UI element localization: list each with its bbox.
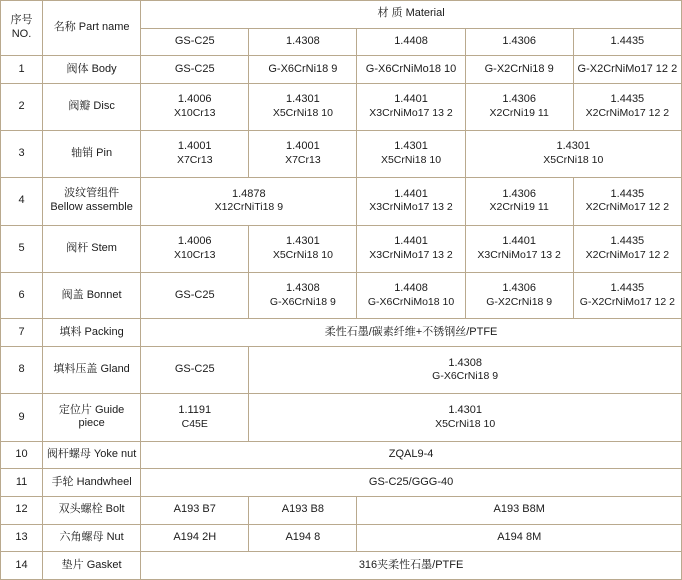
material-cell-line1: 1.1191 <box>178 403 212 416</box>
material-cell-line2: X3CrNiMo17 13 2 <box>477 248 561 261</box>
table-row <box>1 272 682 319</box>
table-row <box>1 130 682 177</box>
table-row <box>1 319 682 347</box>
material-cell-line1: 1.4408 <box>394 282 428 295</box>
row-number: 12 <box>1 497 43 525</box>
material-cell <box>357 177 465 225</box>
material-cell <box>465 83 573 130</box>
header-material-column: 1.4435 <box>573 28 681 56</box>
material-cell-line2: G-X6CrNiMo18 10 <box>367 295 455 308</box>
row-number: 14 <box>1 552 43 580</box>
material-cell-line1: 1.4435 <box>610 282 645 295</box>
row-number: 13 <box>1 524 43 552</box>
row-part-name-line1: 波纹管组件 <box>64 187 120 200</box>
material-cell-line2: X3CrNiMo17 13 2 <box>369 201 453 214</box>
material-cell-line1: 1.4006 <box>177 235 212 248</box>
material-cell-line1: 1.4878 <box>231 187 266 200</box>
material-cell: A194 8M <box>357 524 682 552</box>
material-cell-line2: G-X2CrNi18 9 <box>486 295 553 308</box>
material-cell <box>357 130 465 177</box>
row-part-name: 阀瓣 Disc <box>43 83 141 130</box>
row-part-name: 轴销 Pin <box>43 130 141 177</box>
material-cell <box>465 225 573 272</box>
row-part-name: 阀杆 Stem <box>43 225 141 272</box>
row-number: 1 <box>1 56 43 84</box>
header-material-column: 1.4308 <box>249 28 357 56</box>
material-cell-line1: 1.4306 <box>502 282 536 295</box>
material-cell-line2: X5CrNi18 10 <box>380 154 442 167</box>
material-cell <box>573 272 681 319</box>
table-row <box>1 524 682 552</box>
table-header-row-1 <box>1 1 682 29</box>
material-cell-line1: 1.4006 <box>177 93 212 106</box>
material-cell <box>465 130 681 177</box>
row-part-name: 填料压盖 Gland <box>43 347 141 394</box>
material-cell-line2: G-X2CrNiMo17 12 2 <box>579 295 675 308</box>
material-cell <box>249 83 357 130</box>
material-cell: A193 B7 <box>141 497 249 525</box>
table-row <box>1 225 682 272</box>
material-cell: GS-C25/GGG-40 <box>141 469 682 497</box>
row-number: 4 <box>1 177 43 225</box>
material-cell-line1: 1.4001 <box>286 140 320 153</box>
material-cell-line1: 1.4306 <box>502 187 536 200</box>
material-cell-line2: X5CrNi18 10 <box>272 248 333 261</box>
table-row <box>1 393 682 441</box>
material-cell-line2: X12CrNiTi18 9 <box>214 201 284 214</box>
material-cell-line2: X2CrNi19 11 <box>489 201 549 214</box>
material-cell: GS-C25 <box>141 56 249 84</box>
material-cell-line2: X7Cr13 <box>285 154 321 167</box>
material-cell-line2: X5CrNi18 10 <box>543 154 604 167</box>
header-material-column: 1.4306 <box>465 28 573 56</box>
header-material: 材 质 Material <box>141 1 682 29</box>
material-cell: A194 8 <box>249 524 357 552</box>
material-cell-line2: X2CrNiMo17 12 2 <box>585 248 670 261</box>
material-cell-line2: X7Cr13 <box>176 154 213 167</box>
material-cell <box>573 83 681 130</box>
material-cell-line2: X10Cr13 <box>174 107 216 120</box>
material-cell-line1: 1.4301 <box>556 140 591 153</box>
material-cell-line2: G-X6CrNi18 9 <box>432 370 499 383</box>
table-row <box>1 56 682 84</box>
row-part-name: 阀杆螺母 Yoke nut <box>43 441 141 469</box>
material-cell: G-X6CrNi18 9 <box>249 56 357 84</box>
material-cell: G-X2CrNiMo17 12 2 <box>573 56 681 84</box>
material-cell-line2: X10Cr13 <box>174 248 216 261</box>
material-cell-line2: X2CrNiMo17 12 2 <box>585 201 670 214</box>
material-cell-line1: 1.4401 <box>394 93 428 106</box>
row-part-name: 阀盖 Bonnet <box>43 272 141 319</box>
material-cell-line1: 1.4401 <box>394 235 428 248</box>
material-cell: A193 B8M <box>357 497 682 525</box>
material-cell <box>249 347 682 394</box>
material-cell-line1: 1.4301 <box>394 140 428 153</box>
material-cell-line1: 1.4308 <box>448 356 482 369</box>
material-cell <box>249 393 682 441</box>
header-no: 序号NO. <box>1 1 43 56</box>
material-cell <box>465 177 573 225</box>
row-number: 6 <box>1 272 43 319</box>
material-cell-line2: X3CrNiMo17 13 2 <box>369 107 453 120</box>
row-number: 8 <box>1 347 43 394</box>
header-material-column: 1.4408 <box>357 28 465 56</box>
material-cell-line1: 1.4301 <box>448 403 482 416</box>
material-cell <box>573 225 681 272</box>
material-cell: GS-C25 <box>141 347 249 394</box>
material-cell-line2: X5CrNi18 10 <box>272 107 333 120</box>
material-cell <box>141 130 249 177</box>
table-row <box>1 83 682 130</box>
material-cell-line1: 1.4308 <box>286 282 320 295</box>
table-row <box>1 552 682 580</box>
material-cell-line1: 1.4306 <box>502 93 536 106</box>
material-cell <box>141 83 249 130</box>
material-cell <box>357 272 465 319</box>
material-cell: 316夹柔性石墨/PTFE <box>141 552 682 580</box>
material-cell: GS-C25 <box>141 272 249 319</box>
row-part-name: 填料 Packing <box>43 319 141 347</box>
material-cell-line2: C45E <box>181 417 208 430</box>
material-cell <box>141 177 357 225</box>
material-cell <box>357 83 465 130</box>
material-cell: G-X6CrNiMo18 10 <box>357 56 465 84</box>
material-cell: 柔性石墨/碳素纤维+不锈钢丝/PTFE <box>141 319 682 347</box>
table-row <box>1 497 682 525</box>
row-number: 7 <box>1 319 43 347</box>
material-cell-line1: 1.4435 <box>610 93 645 106</box>
material-cell: A194 2H <box>141 524 249 552</box>
table-row <box>1 177 682 225</box>
material-cell <box>249 272 357 319</box>
row-part-name: 垫片 Gasket <box>43 552 141 580</box>
row-number: 10 <box>1 441 43 469</box>
row-part-name <box>43 177 141 225</box>
material-cell: ZQAL9-4 <box>141 441 682 469</box>
header-material-column: GS-C25 <box>141 28 249 56</box>
material-cell-line1: 1.4435 <box>610 187 645 200</box>
material-cell-line2: G-X6CrNi18 9 <box>269 295 336 308</box>
material-cell-line1: 1.4401 <box>394 187 428 200</box>
material-cell-line2: X3CrNiMo17 13 2 <box>369 248 453 261</box>
material-cell: G-X2CrNi18 9 <box>465 56 573 84</box>
material-cell-line1: 1.4301 <box>286 93 320 106</box>
row-part-name: 阀体 Body <box>43 56 141 84</box>
material-cell <box>141 393 249 441</box>
material-cell-line1: 1.4301 <box>286 235 320 248</box>
material-cell-line2: X5CrNi18 10 <box>435 417 496 430</box>
table-row <box>1 441 682 469</box>
row-part-name-line2: Bellow assemble <box>50 201 133 214</box>
header-part-name: 名称 Part name <box>43 1 141 56</box>
material-cell <box>573 177 681 225</box>
row-number: 11 <box>1 469 43 497</box>
row-number: 9 <box>1 393 43 441</box>
material-cell-line1: 1.4401 <box>502 235 536 248</box>
material-cell <box>357 225 465 272</box>
row-part-name: 定位片 Guide piece <box>43 393 141 441</box>
row-number: 2 <box>1 83 43 130</box>
material-cell: A193 B8 <box>249 497 357 525</box>
row-number: 5 <box>1 225 43 272</box>
material-cell <box>141 225 249 272</box>
material-cell-line2: X2CrNi19 11 <box>489 107 549 120</box>
material-cell <box>465 272 573 319</box>
material-cell-line1: 1.4435 <box>610 235 645 248</box>
table-row <box>1 347 682 394</box>
row-part-name: 双头螺栓 Bolt <box>43 497 141 525</box>
material-cell-line1: 1.4001 <box>177 140 212 153</box>
table-row <box>1 469 682 497</box>
row-part-name: 手轮 Handwheel <box>43 469 141 497</box>
material-cell <box>249 130 357 177</box>
row-number: 3 <box>1 130 43 177</box>
row-part-name: 六角螺母 Nut <box>43 524 141 552</box>
material-cell-line2: X2CrNiMo17 12 2 <box>585 107 670 120</box>
material-cell <box>249 225 357 272</box>
